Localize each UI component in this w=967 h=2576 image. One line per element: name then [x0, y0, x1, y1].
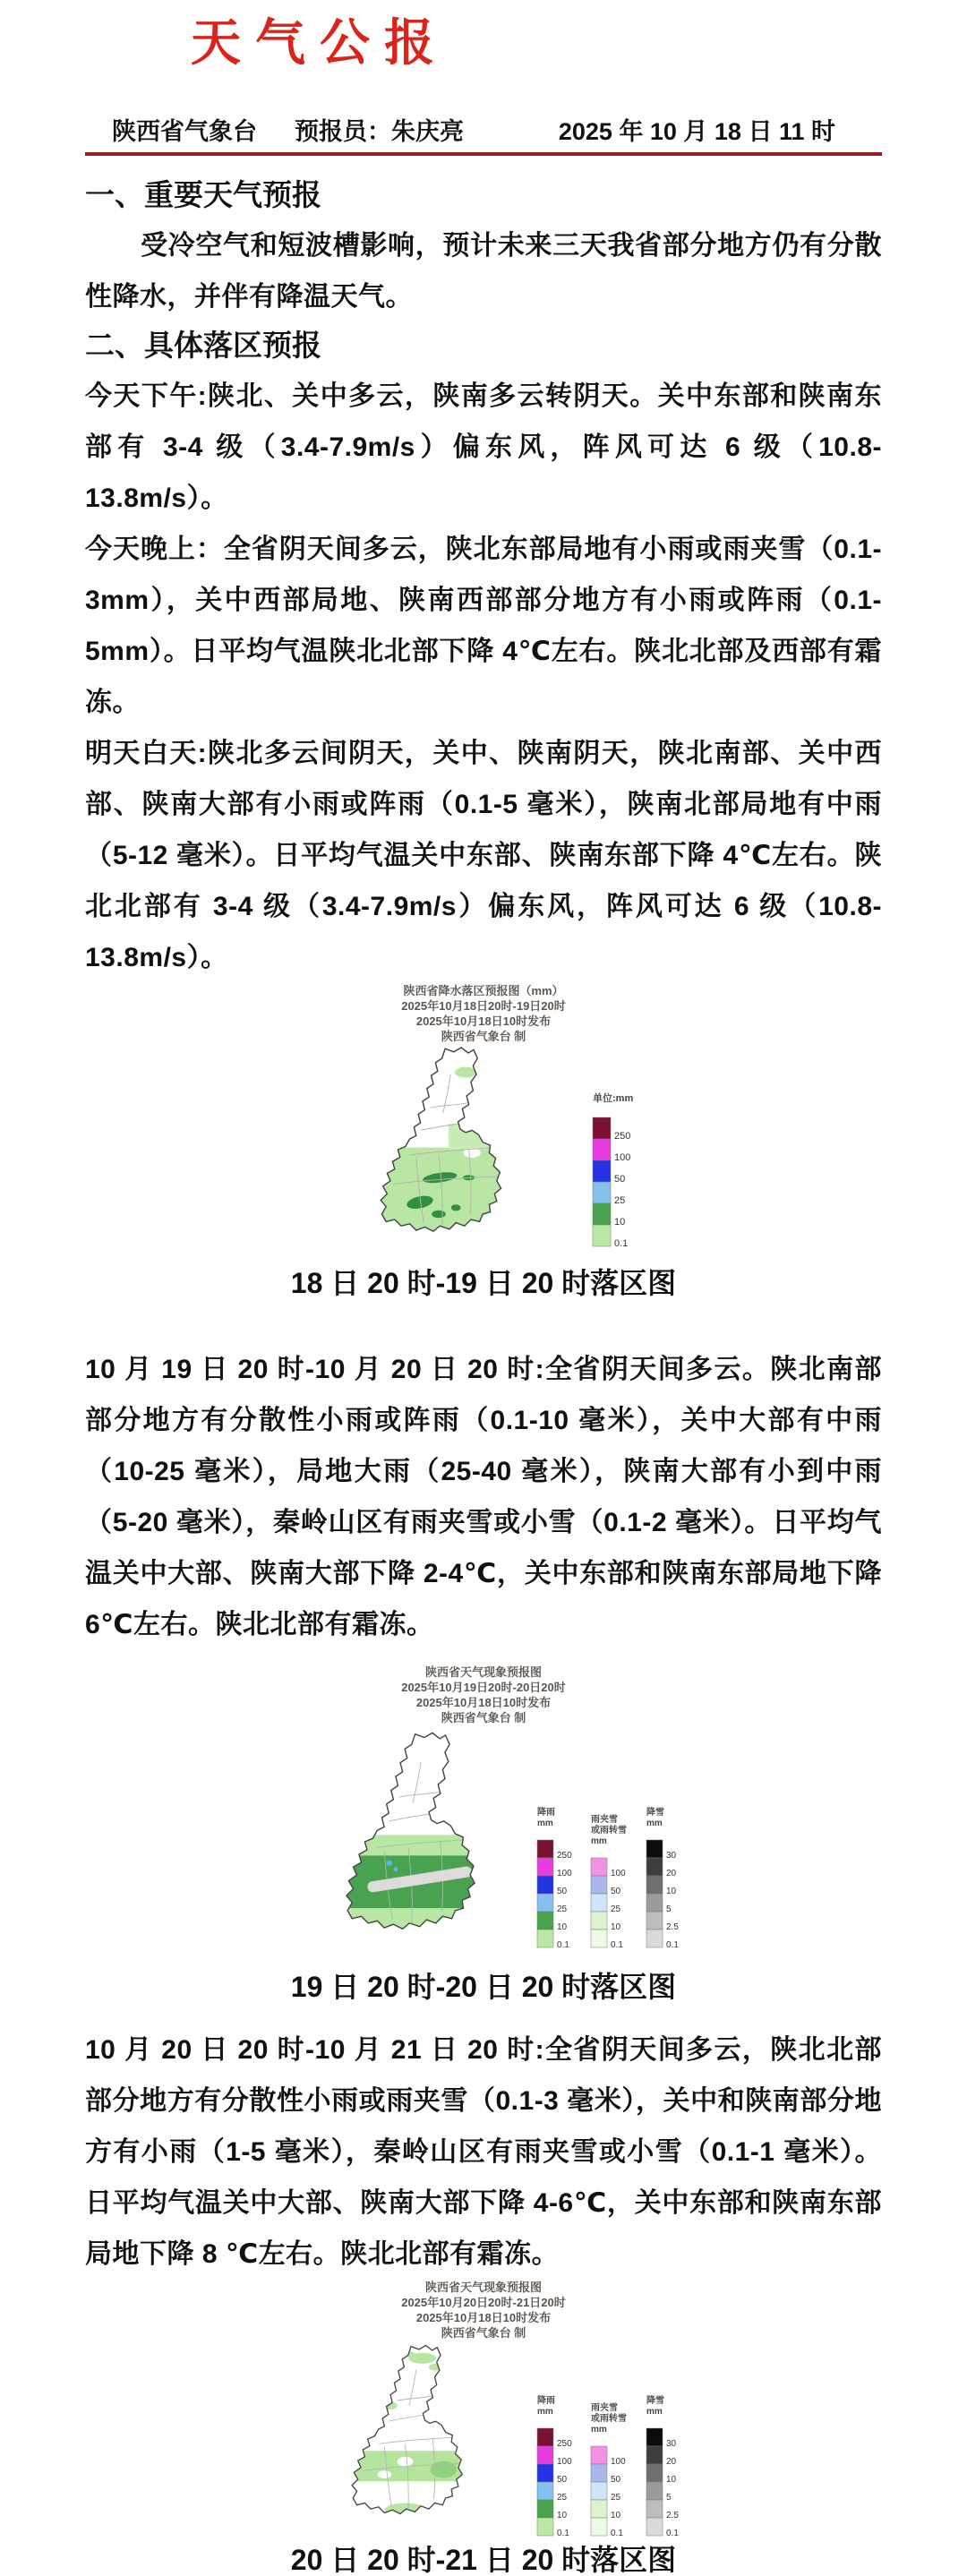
- svg-text:mm: mm: [646, 1819, 663, 1828]
- snow-legend: [646, 2394, 679, 2538]
- paragraph-lead: 10 月 19 日 20 时-10 月 20 日 20 时:: [85, 1355, 545, 1384]
- weather-phenomenon-map: [233, 1725, 734, 1967]
- svg-text:50: 50: [611, 1887, 621, 1896]
- svg-text:25: 25: [557, 2493, 568, 2503]
- svg-text:100: 100: [557, 1869, 572, 1879]
- svg-text:50: 50: [557, 2475, 568, 2485]
- paragraph-text: 陕北、关中多云，陕南多云转阴天。关中东部和陕南东部有 3-4 级（3.4-7.9m/s）偏东风，阵风可达 6 级（10.8-13.8m/s）。: [85, 381, 882, 513]
- svg-text:0.1: 0.1: [611, 1940, 623, 1950]
- svg-text:2.5: 2.5: [666, 1922, 679, 1932]
- forecast-paragraph-20th-21st: [85, 2024, 882, 2280]
- map2-title-line3: 2025年10月18日10时发布: [415, 1696, 552, 1709]
- map1-title-line4: 陕西省气象台 制: [441, 1030, 526, 1043]
- svg-text:mm: mm: [591, 2425, 607, 2435]
- svg-text:250: 250: [557, 1851, 572, 1861]
- svg-text:降雨: 降雨: [537, 1808, 555, 1818]
- svg-text:mm: mm: [537, 1819, 553, 1828]
- forecast-paragraph-today-afternoon: [85, 371, 882, 524]
- map2-title: [85, 1665, 882, 1725]
- svg-text:2.5: 2.5: [666, 2511, 679, 2520]
- svg-text:10: 10: [666, 1887, 677, 1896]
- svg-text:50: 50: [557, 1887, 568, 1896]
- paragraph-text: 全省阴天间多云，陕北东部局地有小雨或雨夹雪（0.1-3mm），关中西部局地、陕南西部部分地方有小雨或阵雨（0.1-5mm）。日平均气温陕北北部下降 4℃左右。陕北北部及西部有霜冻。: [85, 535, 882, 717]
- svg-text:100: 100: [614, 1152, 631, 1163]
- paragraph-lead: 明天白天:: [85, 739, 208, 768]
- svg-text:50: 50: [614, 1174, 626, 1185]
- svg-text:0.1: 0.1: [611, 2529, 623, 2538]
- map2-title-line2: 2025年10月19日20时-20日20时: [401, 1681, 566, 1694]
- svg-text:250: 250: [614, 1131, 631, 1142]
- svg-text:10: 10: [557, 1922, 568, 1932]
- paragraph-text: 全省阴天间多云，陕北北部部分地方有分散性小雨或雨夹雪（0.1-3 毫米），关中和陕南部分地方有小雨（1-5 毫米），秦岭山区有雨夹雪或小雪（0.1-1 毫米）。日平均气温关中大部、陕南大部下降 4-6℃，关中东部和陕南东部局地下降 8 ℃左右。陕北北部有霜冻。: [85, 2035, 883, 2269]
- issuer-info-row: [85, 116, 882, 156]
- svg-text:100: 100: [611, 1869, 626, 1879]
- shaanxi-province-fill: [352, 2346, 462, 2514]
- svg-text:30: 30: [666, 2439, 677, 2449]
- map1-title-line3: 2025年10月18日10时发布: [415, 1014, 552, 1028]
- svg-text:100: 100: [557, 2457, 572, 2467]
- snow-legend: [646, 1806, 679, 1950]
- map2-caption: 19 日 20 时-20 日 20 时落区图: [290, 1971, 677, 2003]
- map3-caption: 20 日 20 时-21 日 20 时落区图: [290, 2544, 677, 2576]
- svg-text:10: 10: [557, 2511, 568, 2520]
- svg-text:雨夹雪: 雨夹雪: [591, 2403, 618, 2413]
- svg-text:0.1: 0.1: [666, 1940, 679, 1950]
- svg-text:0.1: 0.1: [557, 2529, 569, 2538]
- svg-text:单位:mm: 单位:mm: [593, 1093, 634, 1104]
- svg-text:10: 10: [611, 1922, 621, 1932]
- map3-title-line1: 陕西省天气现象预报图: [424, 2281, 542, 2294]
- rain-legend: [537, 1806, 572, 1950]
- svg-text:25: 25: [614, 1195, 626, 1206]
- svg-text:mm: mm: [591, 1836, 607, 1846]
- map2-title-line4: 陕西省气象台 制: [441, 1711, 526, 1724]
- svg-text:降雪: 降雪: [646, 2396, 664, 2406]
- weather-phenomenon-map: [233, 2341, 734, 2546]
- svg-text:或雨转雪: 或雨转雪: [591, 1826, 627, 1836]
- svg-text:50: 50: [611, 2475, 621, 2485]
- document-title: 天气公报: [191, 14, 449, 71]
- issuing-org: 陕西省气象台: [112, 118, 257, 145]
- svg-text:20: 20: [666, 1869, 677, 1879]
- forecaster-name: 预报员：朱庆亮: [295, 118, 464, 145]
- precipitation-map-block-1: [85, 983, 882, 1301]
- map3-title-line4: 陕西省气象台 制: [441, 2326, 526, 2340]
- weather-phenomenon-map-block-3: [85, 2280, 882, 2576]
- map3-title-line3: 2025年10月18日10时发布: [415, 2311, 552, 2324]
- weather-bulletin-document: [0, 14, 967, 2576]
- forecast-paragraph-19th-20th: [85, 1344, 882, 1650]
- svg-text:10: 10: [614, 1217, 626, 1228]
- svg-text:100: 100: [611, 2457, 626, 2467]
- map1-title-line2: 2025年10月18日20时-19日20时: [401, 999, 566, 1013]
- svg-text:降雪: 降雪: [646, 1808, 664, 1818]
- paragraph-text: 受冷空气和短波槽影响，预计未来三天我省部分地方仍有分散性降水，并伴有降温天气。: [85, 231, 882, 312]
- paragraph-text: 陕北多云间阴天，关中、陕南阴天，陕北南部、关中西部、陕南大部有小雨或阵雨（0.1-5 毫米），陕南北部局地有中雨（5-12 毫米）。日平均气温关中东部、陕南东部下降 4℃左右。陕北北部有 3-4 级（3.4-7.9m/s）偏东风，阵风可达 6 级（10.8-13.8m/s）。: [85, 739, 882, 972]
- svg-text:5: 5: [666, 2493, 672, 2503]
- svg-text:25: 25: [611, 2493, 621, 2503]
- svg-text:mm: mm: [537, 2407, 553, 2417]
- precipitation-forecast-map: [233, 1044, 734, 1263]
- svg-text:mm: mm: [646, 2407, 663, 2417]
- svg-text:10: 10: [666, 2475, 677, 2485]
- svg-text:0.1: 0.1: [666, 2529, 679, 2538]
- forecast-paragraph-tomorrow-day: [85, 728, 882, 983]
- section-heading-detailed-forecast: 二、具体落区预报: [85, 329, 321, 362]
- svg-text:或雨转雪: 或雨转雪: [591, 2414, 627, 2424]
- paragraph-text: 全省阴天间多云。陕北南部部分地方有分散性小雨或阵雨（0.1-10 毫米），关中大部有中雨（10-25 毫米），局地大雨（25-40 毫米），陕南大部有小到中雨（5-20 毫米），秦岭山区有雨夹雪或小雪（0.1-2 毫米）。日平均气温关中大部、陕南大部下降 2-4℃，关中东部和陕南东部局地下降 6℃左右。陕北北部有霜冻。: [85, 1355, 883, 1639]
- svg-text:30: 30: [666, 1851, 677, 1861]
- svg-text:降雨: 降雨: [537, 2396, 555, 2406]
- map3-title-line2: 2025年10月20日20时-21日20时: [401, 2296, 566, 2309]
- map1-title-line1: 陕西省降水落区预报图（mm）: [403, 984, 564, 997]
- svg-text:250: 250: [557, 2439, 572, 2449]
- map3-title: [85, 2280, 882, 2341]
- weather-phenomenon-map-block-2: [85, 1665, 882, 2005]
- svg-text:10: 10: [611, 2511, 621, 2520]
- sleet-legend: [591, 1813, 627, 1950]
- svg-text:0.1: 0.1: [557, 1940, 569, 1950]
- svg-text:5: 5: [666, 1904, 672, 1914]
- svg-text:25: 25: [557, 1904, 568, 1914]
- rain-legend: [537, 2394, 572, 2538]
- paragraph-lead: 今天下午:: [85, 381, 208, 411]
- svg-text:25: 25: [611, 1904, 621, 1914]
- map2-title-line1: 陕西省天气现象预报图: [424, 1665, 542, 1679]
- map1-title: [85, 983, 882, 1044]
- sleet-legend: [591, 2401, 627, 2538]
- svg-text:雨夹雪: 雨夹雪: [591, 1815, 618, 1825]
- section-heading-important-weather: 一、重要天气预报: [85, 178, 321, 211]
- issue-datetime: 2025 年 10 月 18 日 11 时: [558, 118, 835, 145]
- map-legend: [593, 1091, 633, 1249]
- paragraph-lead: 今天晚上：: [85, 535, 224, 564]
- forecast-paragraph-tonight: [85, 524, 882, 728]
- svg-text:20: 20: [666, 2457, 677, 2467]
- important-weather-paragraph: [85, 220, 882, 322]
- map1-caption: 18 日 20 时-19 日 20 时落区图: [290, 1267, 677, 1299]
- svg-text:0.1: 0.1: [614, 1238, 629, 1249]
- paragraph-lead: 10 月 20 日 20 时-10 月 21 日 20 时:: [85, 2035, 545, 2065]
